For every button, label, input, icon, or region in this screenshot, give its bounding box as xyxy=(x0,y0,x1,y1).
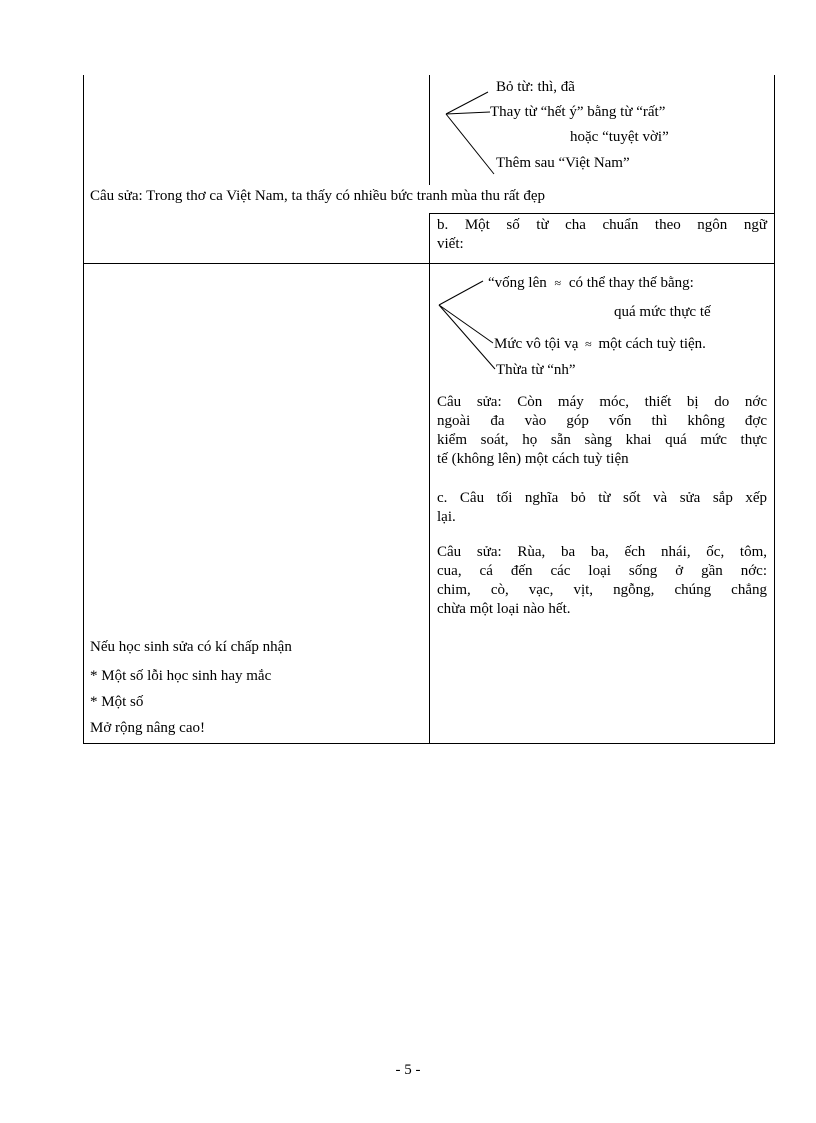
branch-item-b4: Thừa từ “nh” xyxy=(496,362,576,378)
column-divider-top xyxy=(429,75,430,185)
branch-line-a1 xyxy=(446,92,488,114)
table-bottom-border xyxy=(83,743,774,744)
branch-item-b1 xyxy=(488,273,694,293)
paragraph-line: Câu sửa: Rùa, ba ba, ếch nhái, ốc, tôm, xyxy=(437,544,767,560)
row-separator-main xyxy=(83,263,774,264)
note-extension: Mở rộng nâng cao! xyxy=(90,720,205,736)
branch-line-b3 xyxy=(439,305,495,369)
branch-item-a1: Bỏ từ: thì, đã xyxy=(496,79,575,95)
paragraph-line: chừa một loại nào hết. xyxy=(437,601,571,617)
row-separator-b xyxy=(429,213,774,214)
paragraph-line: cua, cá đến các loại sống ở gần nớc: xyxy=(437,563,767,579)
approx-icon: ≈ xyxy=(554,276,562,290)
note-common-errors: * Một số lỗi học sinh hay mắc xyxy=(90,668,272,684)
branch-item-b2: quá mức thực tế xyxy=(614,304,711,320)
section-b-heading-line: viết: xyxy=(437,236,464,252)
section-c-heading-line: c. Câu tối nghĩa bỏ từ sốt và sửa sắp xếp xyxy=(437,490,767,506)
paragraph-line: chim, cò, vạc, vịt, ngỗng, chúng chẳng xyxy=(437,582,767,598)
section-c-heading-line: lại. xyxy=(437,509,456,525)
corrected-paragraph-b xyxy=(437,393,767,469)
branch-item-b1-term: “vống lên xyxy=(488,275,547,291)
branch-item-b1-replacement: có thể thay thế bằng: xyxy=(568,275,694,291)
table-left-border xyxy=(83,75,84,744)
page-number: - 5 - xyxy=(395,1062,421,1078)
branch-line-b2 xyxy=(439,305,493,343)
table-right-border xyxy=(774,75,775,744)
branch-item-b3-term: Mức vô tội vạ xyxy=(494,336,579,352)
section-c-heading xyxy=(437,489,767,527)
section-b-heading xyxy=(437,216,767,254)
approx-icon: ≈ xyxy=(585,337,592,351)
branch-line-a2 xyxy=(446,112,490,114)
branch-line-b1 xyxy=(439,281,483,305)
branch-item-a4: Thêm sau “Việt Nam” xyxy=(496,155,630,171)
section-b-heading-line: b. Một số từ cha chuẩn theo ngôn ngữ xyxy=(437,217,767,233)
branch-item-b3 xyxy=(494,334,706,354)
branch-item-a3: hoặc “tuyệt vời” xyxy=(570,129,669,145)
note-some: * Một số xyxy=(90,694,144,710)
paragraph-line: ngoài đa vào góp vốn thì không đợc xyxy=(437,413,767,429)
note-accept: Nếu học sinh sửa có kí chấp nhận xyxy=(90,639,292,655)
corrected-sentence-a: Câu sửa: Trong thơ ca Việt Nam, ta thấy có nhiều bức tranh mùa thu rất đẹp xyxy=(90,188,546,204)
paragraph-line: Câu sửa: Còn máy móc, thiết bị do nớc xyxy=(437,394,767,410)
branch-line-a3 xyxy=(446,114,494,174)
branch-item-b3-replacement: một cách tuỳ tiện. xyxy=(598,336,706,352)
paragraph-line: kiểm soát, họ sẵn sàng khai quá mức thực xyxy=(437,432,767,448)
branch-item-a2: Thay từ “hết ý” bằng từ “rất” xyxy=(490,104,666,120)
corrected-paragraph-c xyxy=(437,543,767,619)
paragraph-line: tế (không lên) một cách tuỳ tiện xyxy=(437,451,629,467)
column-divider xyxy=(429,214,430,744)
